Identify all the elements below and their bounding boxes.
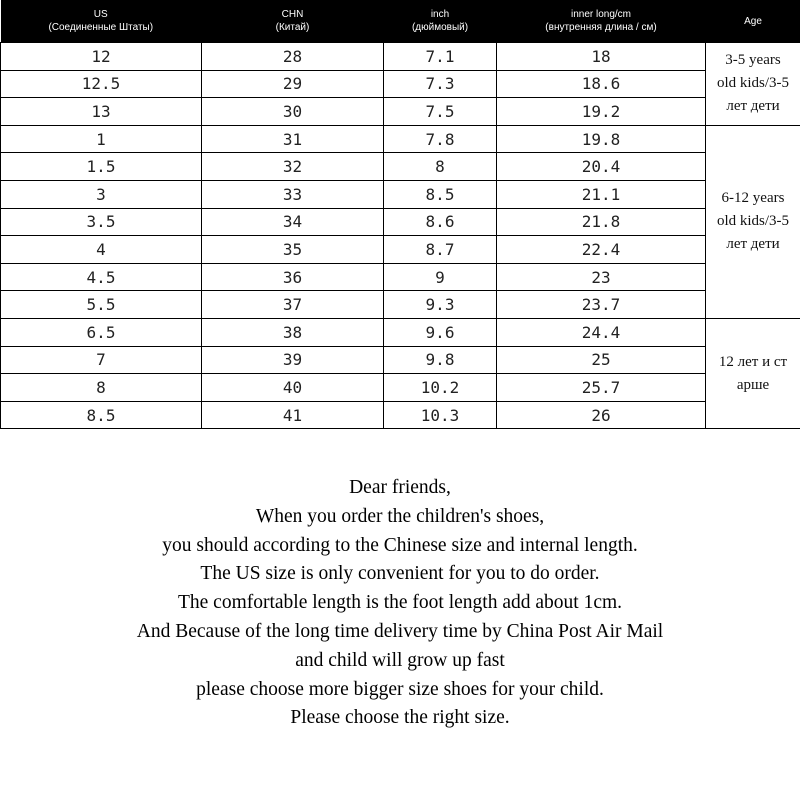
inner-length-cell: 26 (497, 401, 706, 429)
size-chn-cell: 32 (202, 153, 384, 181)
table-row (1, 236, 800, 264)
size-us-cell: 3.5 (1, 208, 202, 236)
size-inch-cell: 8.6 (384, 208, 497, 236)
inner-length-cell: 21.8 (497, 208, 706, 236)
size-chart-header (1, 0, 800, 43)
size-chn-cell: 40 (202, 374, 384, 402)
size-us-cell: 6.5 (1, 318, 202, 346)
size-us-cell: 8 (1, 374, 202, 402)
table-row (1, 291, 800, 319)
header-row (1, 0, 800, 43)
notice-line: The comfortable length is the foot length add about 1cm. (177, 592, 623, 614)
age-group-cell: 12 лет и ст арше (706, 318, 800, 428)
size-us-cell: 1 (1, 125, 202, 153)
size-chn-cell: 35 (202, 236, 384, 264)
header-inner-length-sublabel: (внутренняя длина / см) (545, 22, 657, 33)
table-row (1, 43, 800, 71)
header-chn-label: CHN (281, 9, 304, 20)
header-inch (384, 0, 497, 43)
table-row (1, 125, 800, 153)
size-inch-cell: 10.3 (384, 401, 497, 429)
size-us-cell: 13 (1, 98, 202, 126)
size-inch-cell: 10.2 (384, 374, 497, 402)
size-inch-cell: 7.3 (384, 70, 497, 98)
table-row (1, 318, 800, 346)
inner-length-cell: 19.8 (497, 125, 706, 153)
inner-length-cell: 24.4 (497, 318, 706, 346)
table-row (1, 263, 800, 291)
size-us-cell: 4 (1, 236, 202, 264)
header-inner-length-label: inner long/cm (570, 9, 632, 20)
header-inch-label: inch (430, 9, 450, 20)
age-group-cell: 6-12 years old kids/3-5 лет дети (706, 125, 800, 318)
inner-length-cell: 23.7 (497, 291, 706, 319)
table-row (1, 70, 800, 98)
notice-line: The US size is only convenient for you to do order. (200, 563, 600, 585)
size-chn-cell: 34 (202, 208, 384, 236)
size-chart-body (1, 43, 800, 429)
size-chn-cell: 28 (202, 43, 384, 71)
size-chn-cell: 38 (202, 318, 384, 346)
inner-length-cell: 21.1 (497, 180, 706, 208)
size-inch-cell: 7.8 (384, 125, 497, 153)
header-age (706, 0, 800, 43)
age-group-cell: 3-5 years old kids/3-5 лет дети (706, 43, 800, 126)
header-inch-sublabel: (дюймовый) (411, 22, 469, 33)
inner-length-cell: 25.7 (497, 374, 706, 402)
notice-line: When you order the children's shoes, (255, 505, 545, 527)
inner-length-cell: 18.6 (497, 70, 706, 98)
size-chn-cell: 29 (202, 70, 384, 98)
header-chn (202, 0, 384, 43)
size-inch-cell: 9 (384, 263, 497, 291)
header-us-sublabel: (Соединенные Штаты) (48, 22, 154, 33)
inner-length-cell: 20.4 (497, 153, 706, 181)
size-inch-cell: 9.3 (384, 291, 497, 319)
inner-length-cell: 19.2 (497, 98, 706, 126)
size-inch-cell: 8.7 (384, 236, 497, 264)
order-notice (0, 474, 800, 733)
table-row (1, 346, 800, 374)
header-chn-sublabel: (Китай) (275, 22, 310, 33)
inner-length-cell: 23 (497, 263, 706, 291)
table-row (1, 401, 800, 429)
size-inch-cell: 7.1 (384, 43, 497, 71)
size-chn-cell: 31 (202, 125, 384, 153)
size-inch-cell: 8 (384, 153, 497, 181)
size-chn-cell: 39 (202, 346, 384, 374)
table-row (1, 374, 800, 402)
header-age-label: Age (744, 15, 762, 27)
size-us-cell: 3 (1, 180, 202, 208)
size-inch-cell: 8.5 (384, 180, 497, 208)
header-us-label: US (93, 9, 108, 20)
size-us-cell: 4.5 (1, 263, 202, 291)
size-us-cell: 5.5 (1, 291, 202, 319)
table-row (1, 98, 800, 126)
notice-line: please choose more bigger size shoes for your child. (196, 678, 604, 700)
size-inch-cell: 7.5 (384, 98, 497, 126)
size-us-cell: 12.5 (1, 70, 202, 98)
notice-line: And Because of the long time delivery time by China Post Air Mail (136, 620, 664, 642)
notice-line: Dear friends, (349, 477, 451, 498)
size-chn-cell: 30 (202, 98, 384, 126)
notice-line: you should according to the Chinese size and internal length. (162, 534, 638, 556)
notice-line: Please choose the right size. (290, 707, 510, 729)
size-chn-cell: 36 (202, 263, 384, 291)
size-inch-cell: 9.6 (384, 318, 497, 346)
table-row (1, 153, 800, 181)
size-inch-cell: 9.8 (384, 346, 497, 374)
inner-length-cell: 25 (497, 346, 706, 374)
header-us (1, 0, 202, 43)
size-chn-cell: 41 (202, 401, 384, 429)
table-row (1, 208, 800, 236)
size-us-cell: 7 (1, 346, 202, 374)
size-us-cell: 8.5 (1, 401, 202, 429)
header-inner-length (497, 0, 706, 43)
size-chn-cell: 37 (202, 291, 384, 319)
size-us-cell: 12 (1, 43, 202, 71)
table-row (1, 180, 800, 208)
inner-length-cell: 18 (497, 43, 706, 71)
inner-length-cell: 22.4 (497, 236, 706, 264)
size-chn-cell: 33 (202, 180, 384, 208)
size-us-cell: 1.5 (1, 153, 202, 181)
notice-line: and child will grow up fast (295, 649, 505, 671)
